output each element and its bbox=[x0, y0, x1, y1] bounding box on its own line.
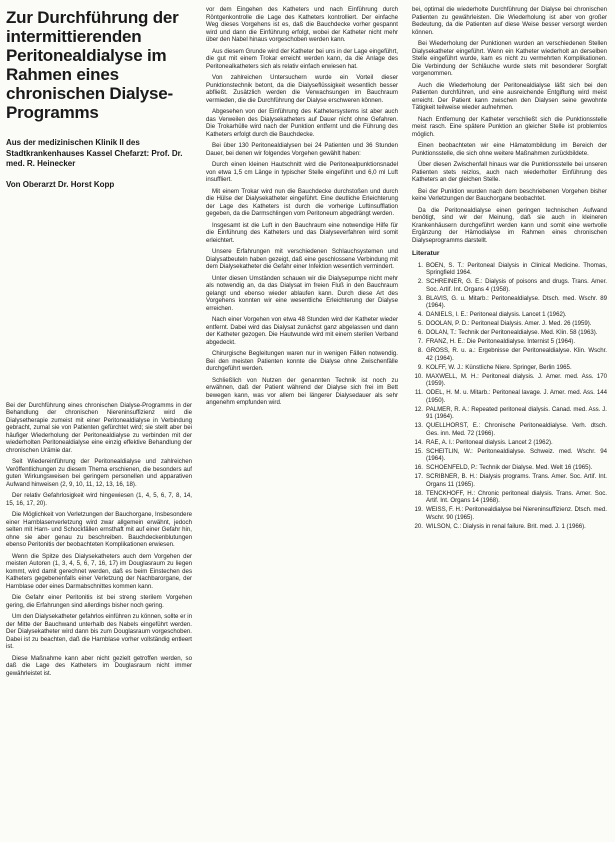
reference-number: 13. bbox=[414, 422, 423, 429]
reference-text: SCHEITLIN, W.: Peritonealdialyse. Schweiz. med. Wschr. 94 (1964). bbox=[426, 447, 607, 462]
reference-text: TENCKHOFF, H.: Chronic peritoneal dialysis. Trans. Amer. Soc. Artif. Int. Organs 14 (1968). bbox=[426, 489, 607, 504]
paragraph: Von zahlreichen Untersuchern wurde ein Vorteil dieser Punktionstechnik betont, da die Dialyseflüssigkeit wesentlich besser abfließt. Zusätzlich werden die Verwachsungen im Bauchraum vermieden, die die Durchführung der Dialyse erschweren können. bbox=[206, 74, 398, 104]
reference-number: 19. bbox=[414, 506, 423, 513]
reference-item bbox=[412, 311, 607, 319]
paragraph: bei, optimal die wiederholte Durchführung der Dialyse bei chronischen Patienten zu gewährleisten. Die Wiederholung ist aber von großer Bedeutung, da die Patienten auf diese Weise besser versorgt werden können. bbox=[412, 6, 607, 36]
reference-item bbox=[412, 439, 607, 447]
paragraph: Um den Dialysekatheter gefahrlos einführen zu können, sollte er in der Mitte der Bauchwand unterhalb des Nabels eingeführt werden. Der Dialysekatheter wird dann bis zum Douglasraum vorgeschoben. Dabei ist zu beachten, daß die Harnblase vorher vollständig entleert ist. bbox=[6, 613, 192, 650]
reference-item bbox=[412, 320, 607, 328]
reference-item bbox=[412, 448, 607, 463]
reference-text: DANIELS, I. E.: Peritoneal dialysis. Lancet 1 (1962). bbox=[426, 311, 567, 318]
paragraph: Abgesehen von der Einführung des Kathetersystems ist aber auch das Verweilen des Dialysekatheters auf Dauer nicht ohne Gefahren. Die Trokarhülle wird nach der Punktion entfernt und die Führung des Katheters erfolgt durch die Bauchdecke. bbox=[206, 108, 398, 138]
reference-item bbox=[412, 373, 607, 388]
reference-text: BLAVIS, G. u. Mitarb.: Peritonealdialyse. Dtsch. med. Wschr. 89 (1964). bbox=[426, 294, 607, 309]
paragraph: Unter diesen Umständen schauen wir die Dialysepumpe nicht mehr als notwendig an, da das Dialysat im freien Fluß in den Bauchraum gelangt und ebenso wieder ablaufen kann. Durch diese Art des Vorgehens konnten wir eine wesentliche Erleichterung der Dialyse erreichen. bbox=[206, 274, 398, 312]
reference-number: 9. bbox=[417, 363, 423, 371]
reference-text: RAE, A. I.: Peritoneal dialysis. Lancet 2 (1962). bbox=[426, 438, 553, 446]
reference-number: 11. bbox=[414, 389, 423, 396]
reference-text: GROSS, R. u. a.: Ergebnisse der Peritonealdialyse. Klin. Wschr. 42 (1964). bbox=[426, 347, 607, 362]
reference-text: WILSON, C.: Dialysis in renal failure. Brit. med. J. 1 (1966). bbox=[426, 522, 586, 530]
reference-number: 12. bbox=[414, 405, 423, 413]
paragraph: Seit Wiedereinführung der Peritonealdialyse und zahlreichen Veröffentlichungen zu diesem Thema erschienen, die besonders auf guten Wirkungsweisen bei geringem personellen und apparativen Aufwand hinweisen (2, 9, 10, 11, 12, 13, 16, 18). bbox=[6, 458, 192, 488]
reference-item bbox=[412, 295, 607, 310]
column-right bbox=[412, 6, 607, 836]
reference-text: FRANZ, H. E.: Die Peritonealdialyse. Internist 5 (1964). bbox=[426, 338, 576, 345]
paragraph: Bei Wiederholung der Punktionen wurden an verschiedenen Stellen Dialysekatheter eingeführt. Wenn ein Katheter wiederholt an derselben Stelle eingeführt wurde, kam es nicht zu vermehrten Komplikationen. Die Verbindung der Schläuche wurde stets mit besonderer Sorgfalt vorgenommen. bbox=[412, 40, 607, 77]
reference-text: SCHOENFELD, P.: Technik der Dialyse. Med. Welt 16 (1965). bbox=[426, 464, 593, 471]
reference-number: 5. bbox=[417, 320, 423, 327]
reference-number: 4. bbox=[417, 311, 423, 318]
paragraph: Schließlich von Nutzen der genannten Technik ist noch zu erwähnen, daß der Patient während der Dialyse sich frei im Bett bewegen kann, was vor allem bei längerer Dialysedauer als sehr angenehm empfunden wird. bbox=[206, 376, 398, 406]
reference-item bbox=[412, 329, 607, 337]
paragraph: Nach einer Vorgehen von etwa 48 Stunden wird der Katheter wieder entfernt. Dabei wird das Dialysat zunächst ganz abgelassen und dann der Katheter gezogen. Die Hautwunde wird mit einem sterilen Verband abgedeckt. bbox=[206, 316, 398, 346]
layout-spacer bbox=[6, 190, 192, 402]
reference-text: MAXWELL, M. H.: Peritoneal dialysis. J. Amer. med. Ass. 170 (1959). bbox=[426, 372, 607, 387]
reference-text: PALMER, R. A.: Repeated peritoneal dialysis. Canad. med. Ass. J. 91 (1964). bbox=[426, 405, 607, 420]
paragraph: Bei über 130 Peritonealdialysen bei 24 Patienten und 36 Stunden Dauer, bei denen wir folgendes Vorgehen gewählt haben: bbox=[206, 142, 398, 157]
reference-text: KOLFF, W. J.: Künstliche Niere. Springer, Berlin 1965. bbox=[426, 363, 572, 371]
reference-item bbox=[412, 490, 607, 505]
paragraph: Die Gefahr einer Peritonitis ist bei streng sterilem Vorgehen gering, die Erfahrungen sind allerdings bisher noch gering. bbox=[6, 594, 192, 609]
paragraph: Durch einen kleinen Hautschnitt wird die Peritonealpunktionsnadel von etwa 1,5 cm Länge in typischer Stelle eingeführt und 6,0 ml Luft insuffliert. bbox=[206, 161, 398, 183]
paragraph: Bei der Punktion wurden nach dem beschriebenen Vorgehen bisher keine Verletzungen der Bauchorgane beobachtet. bbox=[412, 187, 607, 202]
column-left bbox=[6, 6, 192, 836]
reference-item bbox=[412, 506, 607, 521]
paragraph: Der relativ Gefahrlosigkeit wird hingewiesen (1, 4, 5, 6, 7, 8, 14, 15, 16, 17, 20). bbox=[6, 492, 192, 507]
reference-item bbox=[412, 338, 607, 346]
paragraph: Unsere Erfahrungen mit verschiedenen Schlauchsystemen und Dialysatbeuteln haben gezeigt, daß eine geschlossene Verbindung mit dem Dialysekatheter die Gefahr einer Infektion wesentlich vermindert. bbox=[206, 248, 398, 270]
paragraph: Mit einem Trokar wird nun die Bauchdecke durchstoßen und durch die Hülse der Dialysekatheter eingeführt. Eine deutliche Erleichterung der Lage des Katheters ist durch die vorherige Luftinsufflation gegeben, da die Darmschlingen vom Peritoneum abgedrängt werden. bbox=[206, 187, 398, 217]
reference-text: SCHREINER, G. E.: Dialysis of poisons and drugs. Trans. Amer. Soc. Artif. Int. Organs 4 (1958). bbox=[426, 278, 607, 293]
paragraph: Nach Entfernung der Katheter verschließt sich die Punktionsstelle meist rasch. Eine spätere Punktion an gleicher Stelle ist problemlos möglich. bbox=[412, 115, 607, 138]
paragraph: Die Möglichkeit von Verletzungen der Bauchorgane, Insbesondere einer Harnblasenverletzung wird zwar allgemein erwähnt, jedoch selten mit Harn- und Schockfällen ernsthaft mit auf einer Gefahr hin, ohne sie aber genau zu beschreiben. Bauchdeckenblutungen ebenso Peritonitis der beobachteten Komplikationen erwiesen. bbox=[6, 511, 192, 548]
reference-number: 14. bbox=[414, 438, 423, 446]
reference-text: QUELLHORST, E.: Chronische Peritonealdialyse. Verh. dtsch. Ges. inn. Med. 72 (1966). bbox=[426, 422, 607, 437]
clinic-affiliation: Aus der medizinischen Klinik II des Stadtkrankenhauses Kassel Chefarzt: Prof. Dr. med. R. Heinecker bbox=[6, 138, 183, 168]
reference-text: DOLAN, T.: Technik der Peritonealdialyse. Med. Klin. 58 (1963). bbox=[426, 329, 598, 336]
reference-item bbox=[412, 406, 607, 421]
reference-number: 6. bbox=[417, 329, 423, 336]
column1-body bbox=[6, 402, 192, 678]
author-line: Von Oberarzt Dr. Horst Kopp bbox=[6, 179, 115, 189]
references-list bbox=[412, 262, 607, 531]
reference-number: 2. bbox=[417, 278, 423, 285]
references-heading: Literatur bbox=[412, 250, 440, 257]
paragraph: Diese Maßnahme kann aber nicht gezielt getroffen werden, so daß die Lage des Katheters im Douglasraum nicht immer gewährleistet ist. bbox=[6, 654, 192, 677]
reference-item bbox=[412, 347, 607, 362]
reference-text: ODEL, H. M. u. Mitarb.: Peritoneal lavage. J. Amer. med. Ass. 144 (1950). bbox=[426, 389, 607, 404]
paragraph: Insgesamt ist die Luft in den Bauchraum eine notwendige Hilfe für die Einführung des Katheters und das Dialyseverfahren wird somit erleichtert. bbox=[206, 221, 398, 244]
reference-item bbox=[412, 422, 607, 437]
column-middle bbox=[206, 6, 398, 836]
reference-number: 17. bbox=[414, 473, 423, 480]
reference-number: 20. bbox=[414, 522, 423, 530]
reference-number: 18. bbox=[414, 489, 423, 497]
reference-item bbox=[412, 473, 607, 488]
reference-number: 16. bbox=[414, 464, 423, 471]
reference-text: SCRIBNER, B. H.: Dialysis programs. Trans. Amer. Soc. Artif. Int. Organs 11 (1965). bbox=[426, 473, 607, 488]
paragraph: Da die Peritonealdialyse einen geringen technischen Aufwand benötigt, sind wir der Meinung, daß sie auch in kleineren Krankenhäusern durchgeführt werden kann und somit eine wertvolle Ergänzung der Hämodialyse im Rahmen eines chronischen Dialyseprogramms darstellt. bbox=[412, 206, 607, 244]
reference-text: DOOLAN, P. D.: Peritoneal Dialysis. Amer. J. Med. 26 (1959). bbox=[426, 320, 592, 327]
paragraph: Über diesen Zwischenfall hinaus war die Punktionsstelle bei unseren Patienten stets reizlos, auch nach wiederholter Einführung des Katheters an der gleichen Stelle. bbox=[412, 161, 607, 183]
paragraph: Einen beobachteten wir eine Hämatombildung im Bereich der Punktionsstelle, die sich ohne weitere Maßnahmen zurückbildete. bbox=[412, 142, 607, 157]
reference-number: 8. bbox=[417, 347, 423, 354]
reference-text: WEISS, F. H.: Peritonealdialyse bei Niereninsuffizienz. Dtsch. med. Wschr. 90 (1965). bbox=[426, 506, 607, 521]
reference-number: 1. bbox=[417, 261, 423, 269]
reference-item bbox=[412, 278, 607, 293]
paragraph: Chirurgische Begleitungen waren nur in wenigen Fällen notwendig. Bei den meisten Patienten konnte die Dialyse ohne Zwischenfälle durchgeführt werden. bbox=[206, 350, 398, 372]
paragraph: Wenn die Spitze des Dialysekatheters auch dem Vorgehen der meisten Autoren (1, 3, 4, 5, 6, 7, 16, 17) im Douglasraum zu liegen kommt, wird damit gerechnet werden, daß es beim Einstechen des Katheters gegebenenfalls einer Verletzung der Nachbarorgane, der Harnblase oder eines Darmabschnittes kommen kann. bbox=[6, 552, 192, 590]
reference-item bbox=[412, 389, 607, 404]
article-title: Zur Durchführung der intermittierenden Peritonealdialyse im Rahmen eines chronischen Dialyse-Programms bbox=[6, 8, 179, 122]
reference-number: 15. bbox=[414, 447, 423, 455]
reference-item bbox=[412, 464, 607, 472]
paragraph: Bei der Durchführung eines chronischen Dialyse-Programms in der Behandlung der chronischen Niereninsuffizienz wird die Dialysetherapie zumeist mit einer Peritonealdialyse in Verbindung gebracht, zumal sie von Patienten gefürchtet wird; sie stellt aber bei häufiger Wiederholung der Peritonealdialyse zu verbinden mit der wiederholten Peritonealdialyse eine einzig effektive Behandlung der chronischen Urämie dar. bbox=[6, 401, 192, 454]
reference-item bbox=[412, 262, 607, 277]
paragraph: Auch die Wiederholung der Peritonealdialyse läßt sich bei den Patienten durchführen, und eine ausreichende Entgiftung wird meist erreicht. Der Patient kann zwischen den Dialysen seine gewohnte Tätigkeit teilweise wieder aufnehmen. bbox=[412, 81, 607, 111]
reference-number: 10. bbox=[414, 372, 423, 380]
paragraph: vor dem Eingehen des Katheters und nach Einführung durch Röntgenkontrolle die Lage des Katheters kontrolliert. Der einfache Weg dieses Vorgehens ist es, daß die Bauchdecke vorher gespannt wird und dann die Einführung erfolgt, wobei der Katheter nicht mehr über den Nabel hinaus vorgeschoben werden kann. bbox=[206, 6, 398, 43]
reference-item bbox=[412, 523, 607, 531]
reference-number: 7. bbox=[417, 338, 423, 345]
reference-item bbox=[412, 364, 607, 372]
paragraph: Aus diesem Grunde wird der Katheter bei uns in der Lage eingeführt, die gut mit einem Trokar erreicht werden kann, da die Anlage des Peritonealkatheters sich als relativ einfach erwiesen hat. bbox=[206, 47, 398, 70]
reference-number: 3. bbox=[417, 294, 423, 302]
reference-text: BOEN, S. T.: Peritoneal Dialysis in Clinical Medicine. Thomas, Springfield 1964. bbox=[426, 261, 607, 276]
